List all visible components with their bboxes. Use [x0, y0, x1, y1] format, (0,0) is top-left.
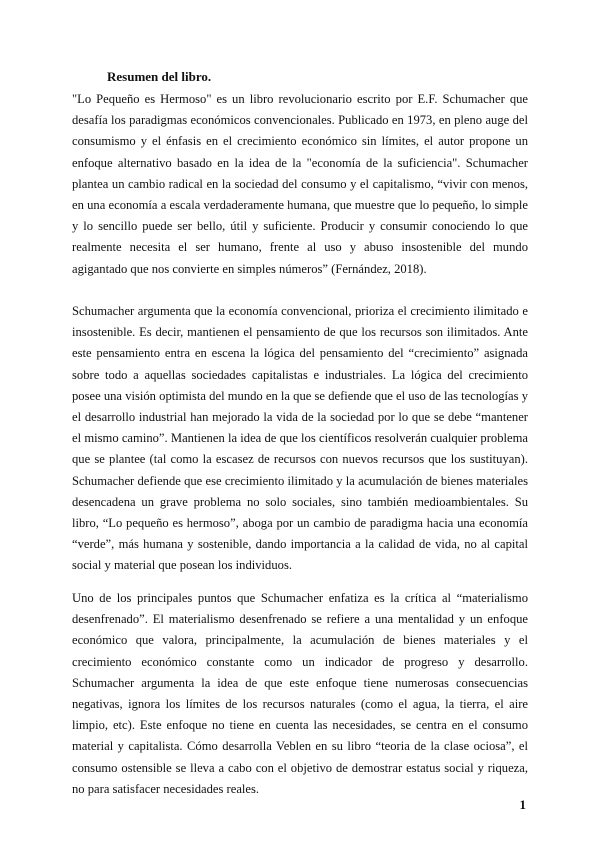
- page-number: 1: [519, 797, 526, 812]
- section-heading: Resumen del libro.: [107, 69, 212, 84]
- paragraph-intro: "Lo Pequeño es Hermoso" es un libro revolucionario escrito por E.F. Schumacher que desafía los paradigmas económicos convencionales. Publicado en 1973, en pleno auge del consumismo y el énfasis en el crecimiento económico sin límites, el autor propone un enfoque alternativo basado en la idea de la "economía de la suficiencia". Schumacher plantea un cambio radical en la sociedad del consumo y el capitalismo, “vivir con menos, en una economía a escala verdaderamente humana, que muestre que lo pequeño, lo simple y lo sencillo puede ser bello, útil y suficiente. Producir y consumir conociendo lo que realmente necesita el ser humano, frente al uso y abuso insostenible del mundo agigantado que nos convierte en simples números” (Fernández, 2018).: [72, 92, 528, 276]
- paragraph-materialism: Uno de los principales puntos que Schumacher enfatiza es la crítica al “materialismo desenfrenado”. El materialismo desenfrenado se refiere a una mentalidad y un enfoque económico que valora, principalmente, la acumulación de bienes materiales y el crecimiento económico constante como un indicador de progreso y desarrollo. Schumacher argumenta la idea de que este enfoque tiene numerosas consecuencias negativas, ignora los límites de los recursos naturales (como el agua, la tierra, el aire limpio, etc). Este enfoque no tiene en cuenta las necesidades, se centra en el consumo material y capitalista. Cómo desarrolla Veblen en su libro “teoria de la clase ociosa”, el consumo ostensible se lleva a cabo con el objetivo de demostrar estatus social y riqueza, no para satisfacer necesidades reales.: [72, 591, 528, 796]
- paragraph-growth: Schumacher argumenta que la economía convencional, prioriza el crecimiento ilimitado e insostenible. Es decir, mantienen el pensamiento de que los recursos son ilimitados. Ante este pensamiento entra en escena la lógica del pensamiento del “crecimiento” asignada sobre todo a aquellas sociedades capitalistas e industriales. La lógica del crecimiento posee una visión optimista del mundo en la que se defiende que el uso de las tecnologías y el desarrollo industrial han mejorado la vida de la sociedad por lo que se debe “mantener el mismo camino”. Mantienen la idea de que los científicos resolverán cualquier problema que se plantee (tal como la escasez de recursos con nuevos recursos que los sustituyan). Schumacher defiende que ese crecimiento ilimitado y la acumulación de bienes materiales desencadena un grave problema no solo sociales, sino también medioambientales. Su libro, “Lo pequeño es hermoso”, aboga por un cambio de paradigma hacia una economía “verde”, más humana y sostenible, dando importancia a la calidad de vida, no al capital social y material que posean los individuos.: [72, 304, 528, 573]
